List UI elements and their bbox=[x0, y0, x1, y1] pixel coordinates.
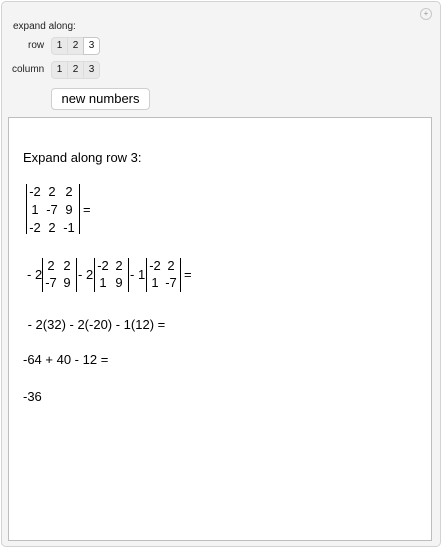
expand-along-label: expand along: bbox=[13, 21, 76, 32]
term3-prefix: - 1 bbox=[130, 267, 146, 282]
row-selector bbox=[51, 37, 99, 55]
row-option-1[interactable]: 1 bbox=[51, 37, 68, 55]
column-option-3[interactable]: 3 bbox=[83, 61, 100, 79]
products-line: - 2(32) - 2(-20) - 1(12) = bbox=[24, 317, 166, 332]
det-right-bar bbox=[79, 184, 80, 234]
matrix-cell: 9 bbox=[65, 202, 73, 217]
matrix-cell: 1 bbox=[31, 202, 39, 217]
minor-cell: 2 bbox=[167, 258, 175, 273]
minor-cell: -2 bbox=[149, 258, 161, 273]
plus-icon[interactable]: + bbox=[420, 8, 432, 20]
minor-cell: 9 bbox=[115, 275, 123, 290]
term1-prefix: - 2 bbox=[27, 267, 43, 282]
matrix-cell: -2 bbox=[29, 220, 41, 235]
output-pane bbox=[8, 117, 432, 541]
column-option-1[interactable]: 1 bbox=[51, 61, 68, 79]
new-numbers-button[interactable]: new numbers bbox=[51, 88, 150, 110]
minor-cell: 1 bbox=[99, 275, 107, 290]
expand-heading: Expand along row 3: bbox=[23, 150, 142, 165]
minor-cell: 2 bbox=[47, 258, 55, 273]
manipulate-panel bbox=[1, 1, 441, 547]
row-option-2[interactable]: 2 bbox=[67, 37, 84, 55]
column-label: column bbox=[12, 64, 45, 75]
minor-cell: 9 bbox=[63, 275, 71, 290]
minor3-right-bar bbox=[180, 258, 181, 292]
minor-cell: 2 bbox=[63, 258, 71, 273]
result-value: -36 bbox=[23, 389, 42, 404]
column-option-2[interactable]: 2 bbox=[67, 61, 84, 79]
sums-line: -64 + 40 - 12 = bbox=[23, 352, 109, 367]
column-selector bbox=[51, 61, 99, 79]
det-equals: = bbox=[83, 202, 91, 217]
minor-cell: -2 bbox=[97, 258, 109, 273]
expansion-equals: = bbox=[184, 267, 192, 282]
minor1-right-bar bbox=[76, 258, 77, 292]
row-label: row bbox=[28, 40, 45, 51]
matrix-cell: -2 bbox=[29, 184, 41, 199]
matrix-cell: 2 bbox=[48, 220, 56, 235]
minor2-right-bar bbox=[128, 258, 129, 292]
row-option-3[interactable]: 3 bbox=[83, 37, 100, 55]
minor-cell: -7 bbox=[165, 275, 177, 290]
minor-cell: 2 bbox=[115, 258, 123, 273]
matrix-cell: -7 bbox=[46, 202, 58, 217]
term2-prefix: - 2 bbox=[78, 267, 94, 282]
minor-cell: 1 bbox=[151, 275, 159, 290]
minor-cell: -7 bbox=[45, 275, 57, 290]
matrix-cell: 2 bbox=[65, 184, 73, 199]
matrix-cell: 2 bbox=[48, 184, 56, 199]
matrix-cell: -1 bbox=[63, 220, 75, 235]
